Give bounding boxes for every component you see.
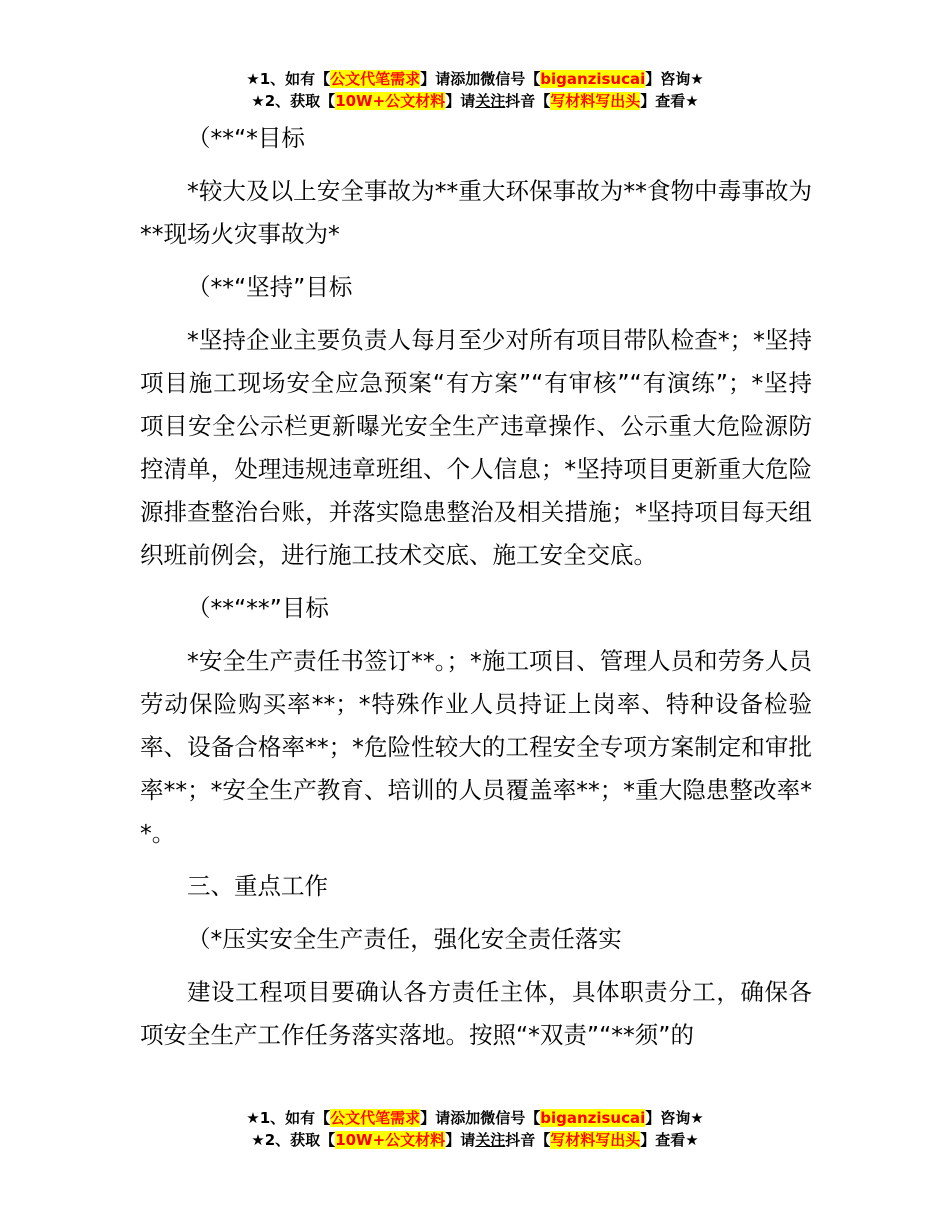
banner-text: 】咨询★ [645, 70, 704, 88]
banner-text: ★1、如有【 [246, 70, 331, 88]
banner-text: 】查看★ [640, 1131, 699, 1149]
banner-highlight: 写材料写出头 [550, 1131, 641, 1149]
subheading: （*压实安全生产责任，强化安全责任落实 [187, 925, 622, 953]
banner-text: 】请 [445, 92, 476, 110]
paragraph: *坚持企业主要负责人每月至少对所有项目带队检查*；*坚持项目施工现场安全应急预案“有方案”“有审核”“有演练”；*坚持项目安全公示栏更新曝光安全生产违章操作、公示重大危险源防控清单，处理违规违章班组、个人信息；*坚持项目更新重大危险源排查整治台账，并落实隐患整治及相关措施；*坚持项目每天组织班前例会，进行施工技术交底、施工安全交底。 [140, 326, 812, 569]
banner-highlight: 公文代笔需求 [330, 70, 421, 88]
banner-text: 抖音【 [505, 92, 551, 110]
banner-text: 】咨询★ [645, 1109, 704, 1127]
banner-highlight: 公文代笔需求 [330, 1109, 421, 1127]
banner-underlined-text: 关注 [475, 1131, 506, 1149]
section-heading: 三、重点工作 [187, 872, 328, 900]
banner-line-1 [0, 68, 950, 90]
banner-highlight: 10W+公文材料 [335, 1131, 446, 1149]
banner-line-2 [0, 1129, 950, 1151]
subheading: （**“**”目标 [187, 594, 329, 622]
banner-highlight: biganzisucai [540, 1109, 646, 1127]
banner-text: ★2、获取【 [251, 92, 336, 110]
paragraph: 建设工程项目要确认各方责任主体，具体职责分工，确保各项安全生产工作任务落实落地。按照“*双责”“**须”的 [140, 978, 812, 1049]
banner-highlight: biganzisucai [540, 70, 646, 88]
subheading: （**“*目标 [187, 124, 305, 152]
subheading: （**“坚持”目标 [187, 273, 353, 301]
document-body [140, 117, 812, 1067]
banner-text: 】请 [445, 1131, 476, 1149]
banner-underlined-text: 关注 [475, 92, 506, 110]
paragraph: *较大及以上安全事故为**重大环保事故为**食物中毒事故为**现场火灾事故为* [140, 177, 812, 248]
banner-text: ★1、如有【 [246, 1109, 331, 1127]
banner-text: ★2、获取【 [251, 1131, 336, 1149]
banner-line-1 [0, 1107, 950, 1129]
banner-text: 】请添加微信号【 [420, 70, 541, 88]
banner-text: 】请添加微信号【 [420, 1109, 541, 1127]
footer-banner [0, 1107, 950, 1151]
banner-line-2 [0, 90, 950, 112]
banner-text: 】查看★ [640, 92, 699, 110]
banner-highlight: 写材料写出头 [550, 92, 641, 110]
header-banner [0, 68, 950, 112]
paragraph: *安全生产责任书签订**。；*施工项目、管理人员和劳务人员劳动保险购买率**；*特殊作业人员持证上岗率、特种设备检验率、设备合格率**；*危险性较大的工程安全专项方案制定和审批率**；*安全生产教育、培训的人员覆盖率**；*重大隐患整改率**。 [140, 647, 812, 847]
banner-highlight: 10W+公文材料 [335, 92, 446, 110]
banner-text: 抖音【 [505, 1131, 551, 1149]
